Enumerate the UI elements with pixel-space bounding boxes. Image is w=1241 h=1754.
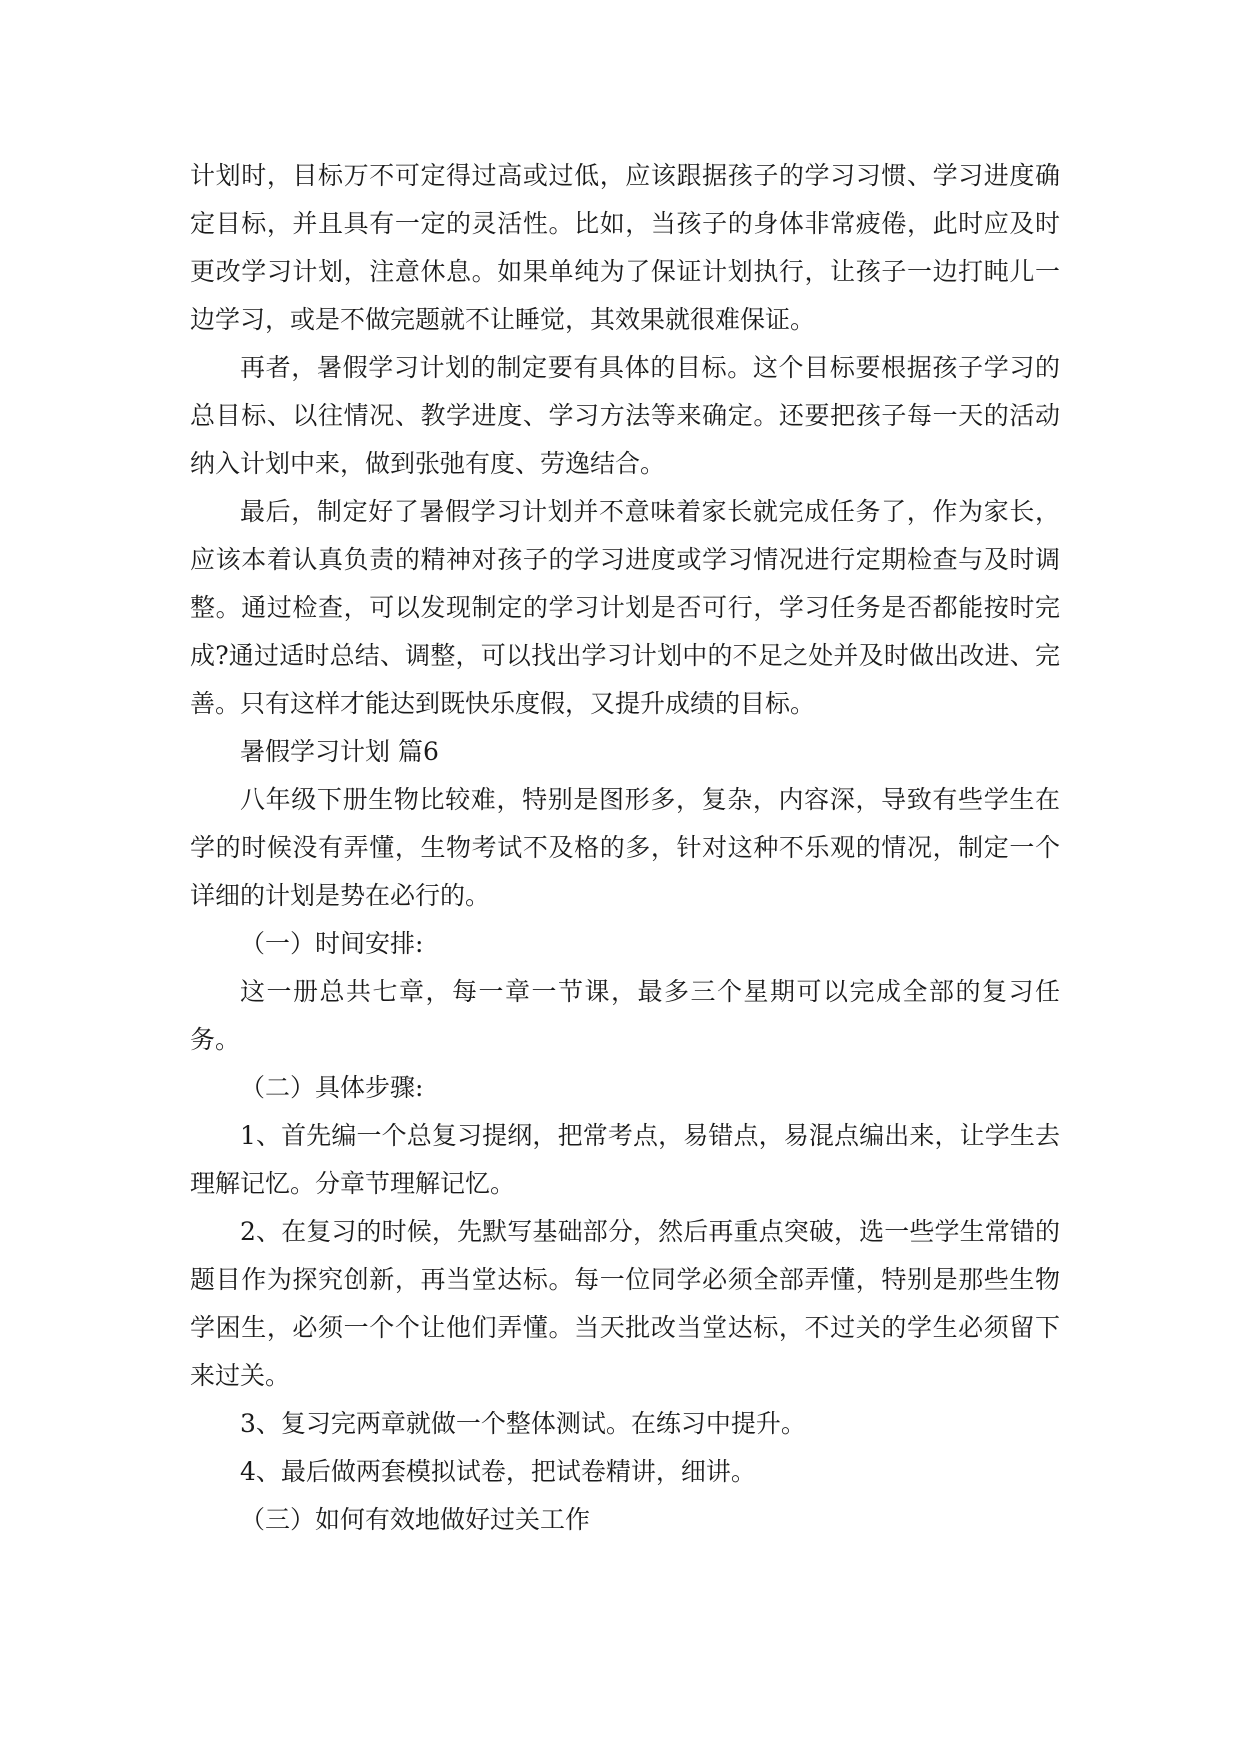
paragraph-time-detail: 这一册总共七章，每一章一节课，最多三个星期可以完成全部的复习任务。 <box>190 977 1060 1054</box>
paragraph-parent-check: 最后，制定好了暑假学习计划并不意味着家长就完成任务了，作为家长，应该本着认真负责的精神对孩子的学习进度或学习情况进行定期检查与及时调整。通过检查，可以发现制定的学习计划是否可行，学习任务是否都能按时完成?通过适时总结、调整，可以找出学习计划中的不足之处并及时做出改进、完善。只有这样才能达到既快乐度假，又提升成绩的目标。 <box>190 497 1060 718</box>
list-item-step-1: 1、首先编一个总复习提纲，把常考点，易错点，易混点编出来，让学生去理解记忆。分章节理解记忆。 <box>190 1121 1060 1198</box>
section-heading-plan-6: 暑假学习计划 篇6 <box>240 737 439 766</box>
list-item-step-4: 4、最后做两套模拟试卷，把试卷精讲，细讲。 <box>240 1457 756 1486</box>
paragraph-biology-intro: 八年级下册生物比较难，特别是图形多，复杂，内容深，导致有些学生在学的时候没有弄懂，生物考试不及格的多，针对这种不乐观的情况，制定一个详细的计划是势在必行的。 <box>190 785 1060 910</box>
paragraph-specific-goals: 再者，暑假学习计划的制定要有具体的目标。这个目标要根据孩子学习的总目标、以往情况、教学进度、学习方法等来确定。还要把孩子每一天的活动纳入计划中来，做到张弛有度、劳逸结合。 <box>190 353 1060 478</box>
list-item-step-3: 3、复习完两章就做一个整体测试。在练习中提升。 <box>240 1409 806 1438</box>
list-item-step-2: 2、在复习的时候，先默写基础部分，然后再重点突破，选一些学生常错的题目作为探究创新，再当堂达标。每一位同学必须全部弄懂，特别是那些生物学困生，必须一个个让他们弄懂。当天批改当堂达标，不过关的学生必须留下来过关。 <box>190 1217 1060 1390</box>
subheading-steps: （二）具体步骤: <box>240 1073 424 1102</box>
document-page <box>190 152 1060 1544</box>
paragraph-goal-flexibility: 计划时，目标万不可定得过高或过低，应该跟据孩子的学习习惯、学习进度确定目标，并且具有一定的灵活性。比如，当孩子的身体非常疲倦，此时应及时更改学习计划，注意休息。如果单纯为了保证计划执行，让孩子一边打盹儿一边学习，或是不做完题就不让睡觉，其效果就很难保证。 <box>190 161 1060 334</box>
subheading-pass-work: （三）如何有效地做好过关工作 <box>240 1505 591 1534</box>
subheading-time-arrangement: （一）时间安排: <box>240 929 424 958</box>
